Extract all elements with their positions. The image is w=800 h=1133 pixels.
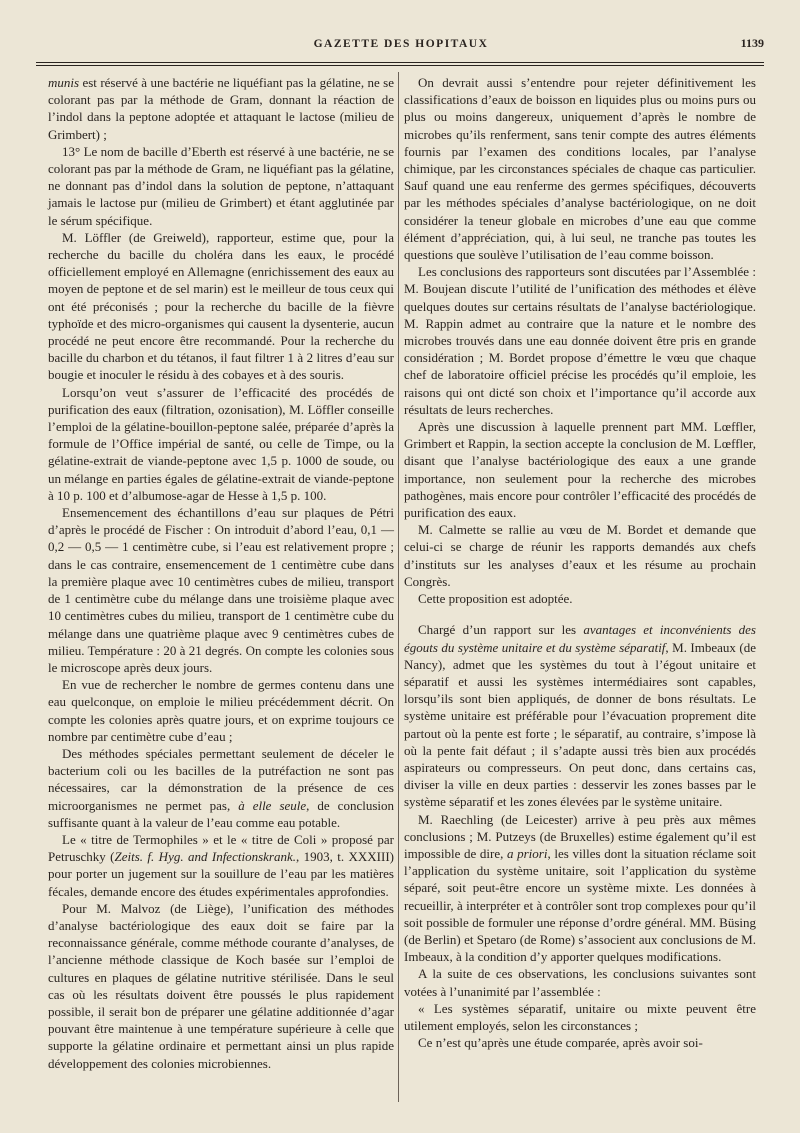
- italic-text: Zeits. f. Hyg. and Infectionskrank.: [114, 849, 296, 865]
- paragraph-text-tail: , de conclusion suffisante quant à la valeur de l’eau comme eau potable.: [48, 797, 394, 830]
- paragraph-text: « Les systèmes séparatif, unitaire ou mixte peuvent être utilement employés, selon les circonstances ;: [404, 1000, 756, 1033]
- paragraph: [48, 384, 394, 504]
- paragraph-text: Ensemencement des échantillons d’eau sur plaques de Pétri d’après le procédé de Fischer : On introduit d’abord l’eau, 0,1 — 0,2 — 0,5 — 1 centimètre cube, si l’eau est relativement propre ; dans le cas contraire, ensemencement de 1 centimètre cube dans la première plaque avec 10 centimètres cubes de milieu, transport de 1 centimètre cube du mélange dans une troisième plaque avec 10 centimètres cubes du milieu, transport de 1 centimètre cube du mélange dans une quatrième plaque avec 9 centimètres cubes de milieu. Température : 20 à 21 degrés. On compte les colonies sous le microscope après deux jours.: [48, 505, 394, 675]
- paragraph-text: Lorsqu’on veut s’assurer de l’efficacité des procédés de purification des eaux (filtration, ozonisation), M. Löffler conseille l’emploi de la gélatine-bouillon-peptone salée, préparée d’après la formule de l’Office impérial de santé, ou celle de Timpe, ou la gélatine-extrait de viande-peptone avec 1,5 p. 1000 de soude, ou un mélange en parties égales de gélatine-extrait de viande-peptone à 10 p. 100 et d’albumose-agar de Hesse à 1,5 p. 100.: [48, 384, 394, 503]
- paragraph-text: Cette proposition est adoptée.: [418, 591, 573, 607]
- italic-text: a priori: [506, 845, 548, 861]
- paragraph: [48, 676, 394, 745]
- paragraph: [404, 965, 756, 999]
- paragraph-text-tail: , les villes dont la situation réclame soit l’application du système unitaire, soit l’application du système séparé, soit peut-être encore un système mixte. Les données à recueillir, à interpréter et à contrôler sont trop complexes pour qu’il soit possible de formuler une réponse d’ordre général. MM. Büsing (de Berlin) et Spetaro (de Rome) s’associent aux conclusions de M. Imbeaux, à la condition d’y apporter quelques modifications.: [404, 845, 756, 965]
- paragraph-text-tail: , M. Imbeaux (de Nancy), admet que les systèmes du tout à l’égout unitaire et séparatif et aussi les systèmes intermédiaires sont capables, lorsqu’ils sont bien appliqués, de donner de bons résultats. Le système unitaire est préférable pour l’évacuation proprement dite partout où la pente est forte ; le séparatif, au contraire, s’impose là où la pente fait défaut ; il s’adapte aussi très bien aux procédés aspirateurs ou compresseurs. On peut donc, dans certains cas, diviser la ville en deux parties : desservir les zones basses par le système séparatif et les zones élevées par le système unitaire.: [404, 639, 756, 810]
- paragraph-text: En vue de rechercher le nombre de germes contenu dans une eau quelconque, on emploie le milieu précédemment décrit. On compte les colonies après quatre jours, et on exprime toujours ce nombre par centimètre cube d’eau ;: [48, 677, 394, 744]
- paragraph: [404, 74, 756, 263]
- paragraph: [48, 504, 394, 676]
- paragraph: [404, 621, 756, 810]
- paragraph: [404, 521, 756, 590]
- paragraph-text: Pour M. Malvoz (de Liège), l’unification des méthodes d’analyse bactériologique des eaux doit se faire par la reconnaissance générale, comme méthode courante d’analyses, de l’ancienne méthode classique de Koch basée sur l’emploi de cultures en plaques de gélatine nutritive stérilisée. Dans le seul cas où les résultats doivent être poussés le plus rapidement possible, il serait bon de préparer une gélatine additionnée d’agar pouvant être maintenue à une température supérieure à celle que supporte la gélatine ordinaire et permettant ainsi un plus rapide développement des colonies microbiennes.: [48, 900, 394, 1071]
- paragraph-text: M. Raechling (de Leicester) arrive à peu près aux mêmes conclusions ; M. Putzeys (de Bruxelles) estime également qu’il est impossible de dire,: [404, 811, 756, 861]
- paragraph: [404, 263, 756, 418]
- paragraph: [404, 1000, 756, 1034]
- paragraph: [48, 900, 394, 1072]
- paragraph: [404, 418, 756, 521]
- paragraph-text: A la suite de ces observations, les conclusions suivantes sont votées à l’unanimité par l’assemblée :: [404, 966, 756, 999]
- italic-text: avantages et inconvénients des égouts du système unitaire et du système séparatif: [404, 622, 756, 655]
- page-header: [36, 30, 766, 58]
- header-rule-thin: [36, 65, 764, 66]
- paragraph-text-tail: , 1903, t. XXXIII) pour porter un jugement sur la souillure de l’eau par les matières fécales, demande encore des études expérimentales approfondies.: [48, 849, 394, 899]
- paragraph: [48, 745, 394, 831]
- page-number: 1139: [740, 36, 764, 50]
- paragraph-text: 13° Le nom de bacille d’Eberth est réservé à une bactérie, ne se colorant pas par la méthode de Gram, ne liquéfiant pas la gélatine, ne donnant pas d’indol dans la solution de peptone, n’attaquant jamais le lactose pur (milieu de Grimbert) et étant agglutinée par le sérum spécifique.: [48, 143, 394, 228]
- left-column: [48, 74, 394, 1072]
- paragraph: [48, 831, 394, 900]
- paragraph-text: Les conclusions des rapporteurs sont discutées par l’Assemblée : M. Boujean discute l’utilité de l’unification des méthodes et élève quelques doutes sur certains résultats de l’analyse bactériologique. M. Rappin admet au contraire que la nature et le nombre des microbes trouvés dans une eau donnée doivent être pris en grande considération ; M. Bordet propose d’émettre le vœu que chaque chef de laboratoire officiel précise les procédés qu’il emploie, les raisons qui ont dicté son choix et l’importance qu’il accorde aux résultats de leurs recherches.: [404, 264, 756, 417]
- paragraph-text: M. Löffler (de Greiweld), rapporteur, estime que, pour la recherche du bacille du choléra dans les eaux, le procédé officiellement employé en Allemagne (enrichissement des eaux au moyen de peptone et de sel marin) est le meilleur de tous ceux qui ont été préconisés ; pour la recherche du bacille de la fièvre typhoïde et des micro-organismes qui causent la dysenterie, aucun procédé ne peut encore être recommandé. Pour la recherche du bacille du charbon et du tétanos, il faut filtrer 1 à 2 litres d’eau sur bougie et inoculer le résidu à des cobayes et à des souris.: [48, 229, 394, 383]
- paragraph: [404, 590, 756, 607]
- paragraph-text: est réservé à une bactérie ne liquéfiant pas la gélatine, ne se colorant pas par la méthode de Gram, donnant la réaction de l’indol dans la peptone adoptée et attaquant le lactose (milieu de Grimbert) ;: [48, 75, 394, 142]
- paragraph-text: Chargé d’un rapport sur les: [418, 622, 584, 638]
- paragraph-text: Ce n’est qu’après une étude comparée, après avoir soi-: [418, 1035, 703, 1051]
- paragraph: [404, 1034, 756, 1051]
- paragraph-text: Après une discussion à laquelle prennent part MM. Lœffler, Grimbert et Rappin, la section accepte la conclusion de M. Lœffler, disant que l’analyse bactériologique des eaux a une grande importance, non seulement pour la recherche des microbes pathogènes, mais encore pour contrôler l’efficacité des procédés de purification des eaux.: [404, 419, 756, 521]
- paragraph: [48, 74, 394, 143]
- right-column: [404, 74, 756, 1051]
- paragraph-text: Le « titre de Termophiles » et le « titre de Coli » proposé par Petruschky (: [48, 831, 394, 865]
- paragraph-text: M. Calmette se rallie au vœu de M. Bordet et demande que celui-ci se charge de réunir les rapports demandés aux chefs d’instituts sur les analyses d’eaux et les résume au prochain Congrès.: [404, 522, 756, 589]
- italic-text: à elle seule: [238, 797, 307, 813]
- paragraph-text: On devrait aussi s’entendre pour rejeter définitivement les classifications d’eaux de boisson en liquides plus ou moins purs ou plus ou moins dangereux, uniquement d’après le nombre de microbes qu’ils renferment, sans tenir compte des autres éléments fournis par l’examen des conditions locales, par l’analyse chimique, par les circonstances spéciales de chaque cas particulier. Sauf quand une eau renferme des germes spécifiques, découverts par les méthodes spéciales d’analyse bactériologique, on ne doit considérer la teneur globale en microbes d’une eau que comme élément d’appréciation, qui, à lui seul, ne tranche pas toutes les questions que soulève l’utilisation de l’eau comme boisson.: [404, 75, 756, 263]
- paragraph: [404, 811, 756, 966]
- paragraph: [48, 143, 394, 229]
- paragraph-text: Des méthodes spéciales permettant seulement de déceler le bacterium coli ou les bacilles de la putréfaction ne sont pas nécessaires, car la démonstration de la présence de ces microorganismes ne permet pas,: [48, 745, 394, 813]
- paragraph: [48, 229, 394, 384]
- column-divider: [398, 72, 399, 1102]
- lead-word: munis: [48, 75, 80, 90]
- journal-title: GAZETTE DES HOPITAUX: [313, 38, 489, 50]
- header-rule: [36, 62, 764, 63]
